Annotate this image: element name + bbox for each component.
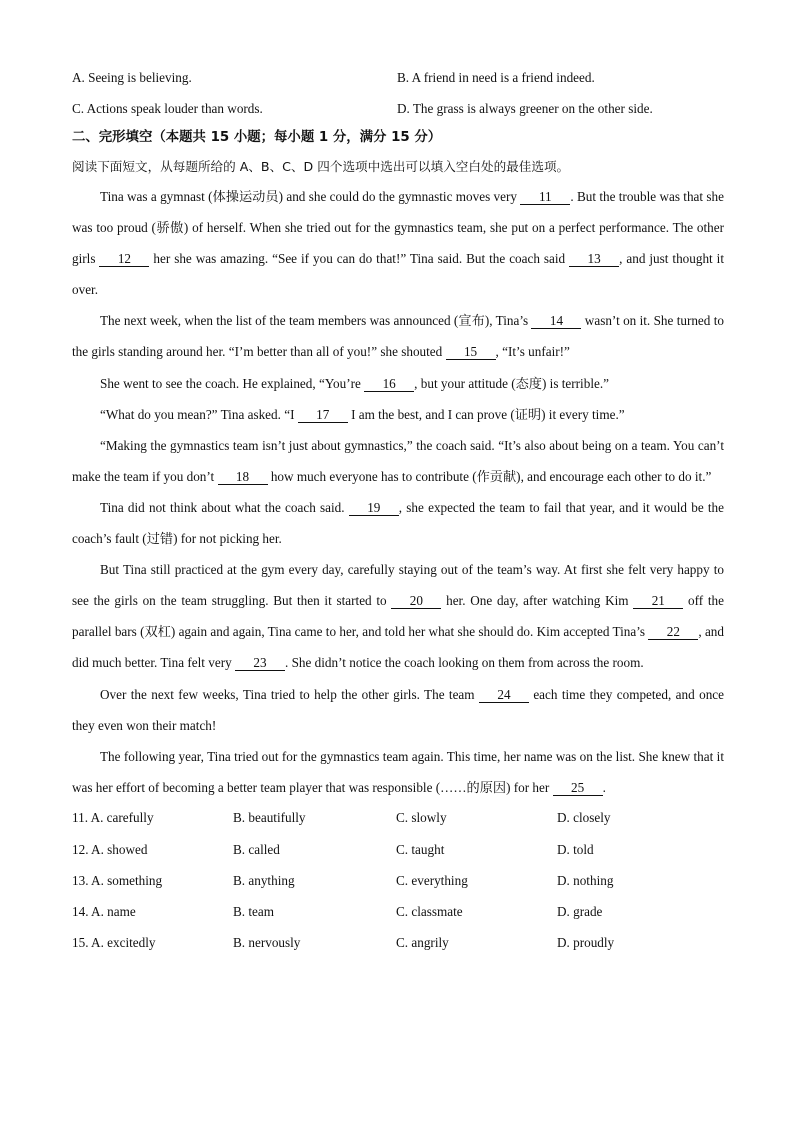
question-option-c[interactable]: C. taught: [396, 841, 445, 857]
option-b[interactable]: B. A friend in need is a friend indeed.: [397, 69, 595, 85]
passage-text: I am the best, and I can prove (证明) it every time.”: [347, 406, 625, 422]
passage-text: “What do you mean?” Tina asked. “I: [100, 406, 298, 422]
passage-text: , “It’s unfair!”: [495, 344, 570, 360]
passage-paragraph: [72, 741, 724, 803]
blank-16[interactable]: 16: [364, 377, 414, 392]
passage-text: . But the trouble was that she was too proud (骄傲) of herself. When she tried out for the gymnastics team, she put on a perfect performance. The other girls: [72, 189, 724, 267]
cloze-passage: [72, 181, 724, 803]
question-row: [72, 896, 724, 927]
previous-options-row-1: [72, 62, 724, 93]
question-option-a[interactable]: 11. A. carefully: [72, 810, 154, 826]
passage-text: , and did much better. Tina felt very: [72, 624, 724, 671]
blank-11[interactable]: 11: [520, 190, 570, 205]
blank-22[interactable]: 22: [648, 625, 698, 640]
question-option-d[interactable]: D. told: [557, 841, 594, 857]
question-option-c[interactable]: C. angrily: [396, 934, 449, 950]
passage-text: She went to see the coach. He explained, “You’re: [100, 375, 365, 391]
passage-paragraph: [72, 679, 724, 741]
passage-text: , but your attitude (态度) is terrible.”: [414, 375, 609, 391]
passage-paragraph: [72, 554, 724, 678]
question-option-a[interactable]: 14. A. name: [72, 903, 136, 919]
passage-paragraph: [72, 368, 724, 399]
answer-options: [72, 803, 724, 958]
passage-paragraph: [72, 181, 724, 305]
blank-25[interactable]: 25: [553, 781, 603, 796]
blank-19[interactable]: 19: [349, 501, 399, 516]
blank-21[interactable]: 21: [633, 594, 683, 609]
question-option-a[interactable]: 15. A. excitedly: [72, 934, 156, 950]
passage-text: Tina was a gymnast (体操运动员) and she could do the gymnastic moves very: [100, 189, 521, 204]
passage-text: her she was amazing. “See if you can do that!” Tina said. But the coach said: [149, 251, 570, 267]
question-row: [72, 865, 724, 896]
question-option-a[interactable]: 12. A. showed: [72, 841, 148, 857]
option-d[interactable]: D. The grass is always greener on the other side.: [397, 100, 653, 116]
passage-text: each time they competed, and once they even won their match!: [72, 686, 724, 733]
question-option-c[interactable]: C. slowly: [396, 810, 447, 826]
question-option-b[interactable]: B. called: [233, 841, 280, 857]
blank-18[interactable]: 18: [218, 470, 268, 485]
question-row: [72, 803, 724, 834]
section-heading: 二、完形填空（本题共 15 小题；每小题 1 分，满分 15 分）: [72, 130, 442, 145]
question-option-a[interactable]: 13. A. something: [72, 872, 163, 888]
passage-text: “Making the gymnastics team isn’t just about gymnastics,” the coach said. “It’s also about being on a team. You can’t make the team if you don’t: [72, 437, 724, 484]
blank-12[interactable]: 12: [99, 252, 149, 267]
question-option-c[interactable]: C. everything: [396, 872, 468, 888]
question-option-d[interactable]: D. proudly: [557, 934, 615, 950]
question-option-b[interactable]: B. team: [233, 903, 275, 919]
passage-paragraph: [72, 305, 724, 367]
passage-paragraph: [72, 430, 724, 492]
question-option-b[interactable]: B. anything: [233, 872, 295, 888]
question-row: [72, 927, 724, 958]
question-option-b[interactable]: B. nervously: [233, 934, 301, 950]
blank-15[interactable]: 15: [446, 345, 496, 360]
passage-text: , she expected the team to fail that year, and it would be the coach’s fault (过错) for not picking her.: [72, 499, 724, 547]
passage-text: .: [602, 779, 606, 795]
passage-text: The following year, Tina tried out for the gymnastics team again. This time, her name was on the list. She knew that it was her effort of becoming a better team player that was responsible (……的原因) for her: [72, 748, 724, 795]
page-content: [72, 62, 724, 958]
blank-14[interactable]: 14: [531, 314, 581, 329]
question-option-d[interactable]: D. closely: [557, 810, 611, 826]
option-c[interactable]: C. Actions speak louder than words.: [72, 100, 263, 116]
passage-text: wasn’t on it. She turned to the girls standing around her. “I’m better than all of you!” she shouted: [72, 313, 724, 360]
blank-23[interactable]: 23: [235, 656, 285, 671]
question-option-b[interactable]: B. beautifully: [233, 810, 306, 826]
option-a[interactable]: A. Seeing is believing.: [72, 69, 192, 85]
question-option-d[interactable]: D. grade: [557, 903, 603, 919]
section-instruction: 阅读下面短文，从每题所给的 A、B、C、D 四个选项中选出可以填入空白处的最佳选项。: [72, 159, 570, 174]
passage-text: Tina did not think about what the coach said.: [100, 499, 349, 515]
question-row: [72, 834, 724, 865]
question-option-d[interactable]: D. nothing: [557, 872, 614, 888]
blank-17[interactable]: 17: [298, 408, 348, 423]
passage-text: But Tina still practiced at the gym every day, carefully staying out of the team’s way. At first she felt very happy to see the girls on the team struggling. But then it started to: [72, 562, 724, 609]
passage-paragraph: [72, 399, 724, 430]
passage-paragraph: [72, 492, 724, 554]
passage-text: The next week, when the list of the team members was announced (宣布), Tina’s: [100, 313, 532, 329]
passage-text: . She didn’t notice the coach looking on them from across the room.: [285, 655, 644, 671]
passage-text: Over the next few weeks, Tina tried to help the other girls. The team: [100, 686, 479, 702]
question-option-c[interactable]: C. classmate: [396, 903, 463, 919]
blank-13[interactable]: 13: [569, 252, 619, 267]
previous-options-row-2: [72, 93, 724, 124]
blank-24[interactable]: 24: [479, 688, 529, 703]
passage-text: how much everyone has to contribute (作贡献), and encourage each other to do it.”: [267, 468, 712, 484]
passage-text: off the parallel bars (双杠) again and again, Tina came to her, and told her what she should do. Kim accepted Tina’s: [72, 593, 725, 640]
passage-text: her. One day, after watching Kim: [441, 593, 634, 609]
passage-text: , and just thought it over.: [72, 251, 725, 298]
blank-20[interactable]: 20: [391, 594, 441, 609]
